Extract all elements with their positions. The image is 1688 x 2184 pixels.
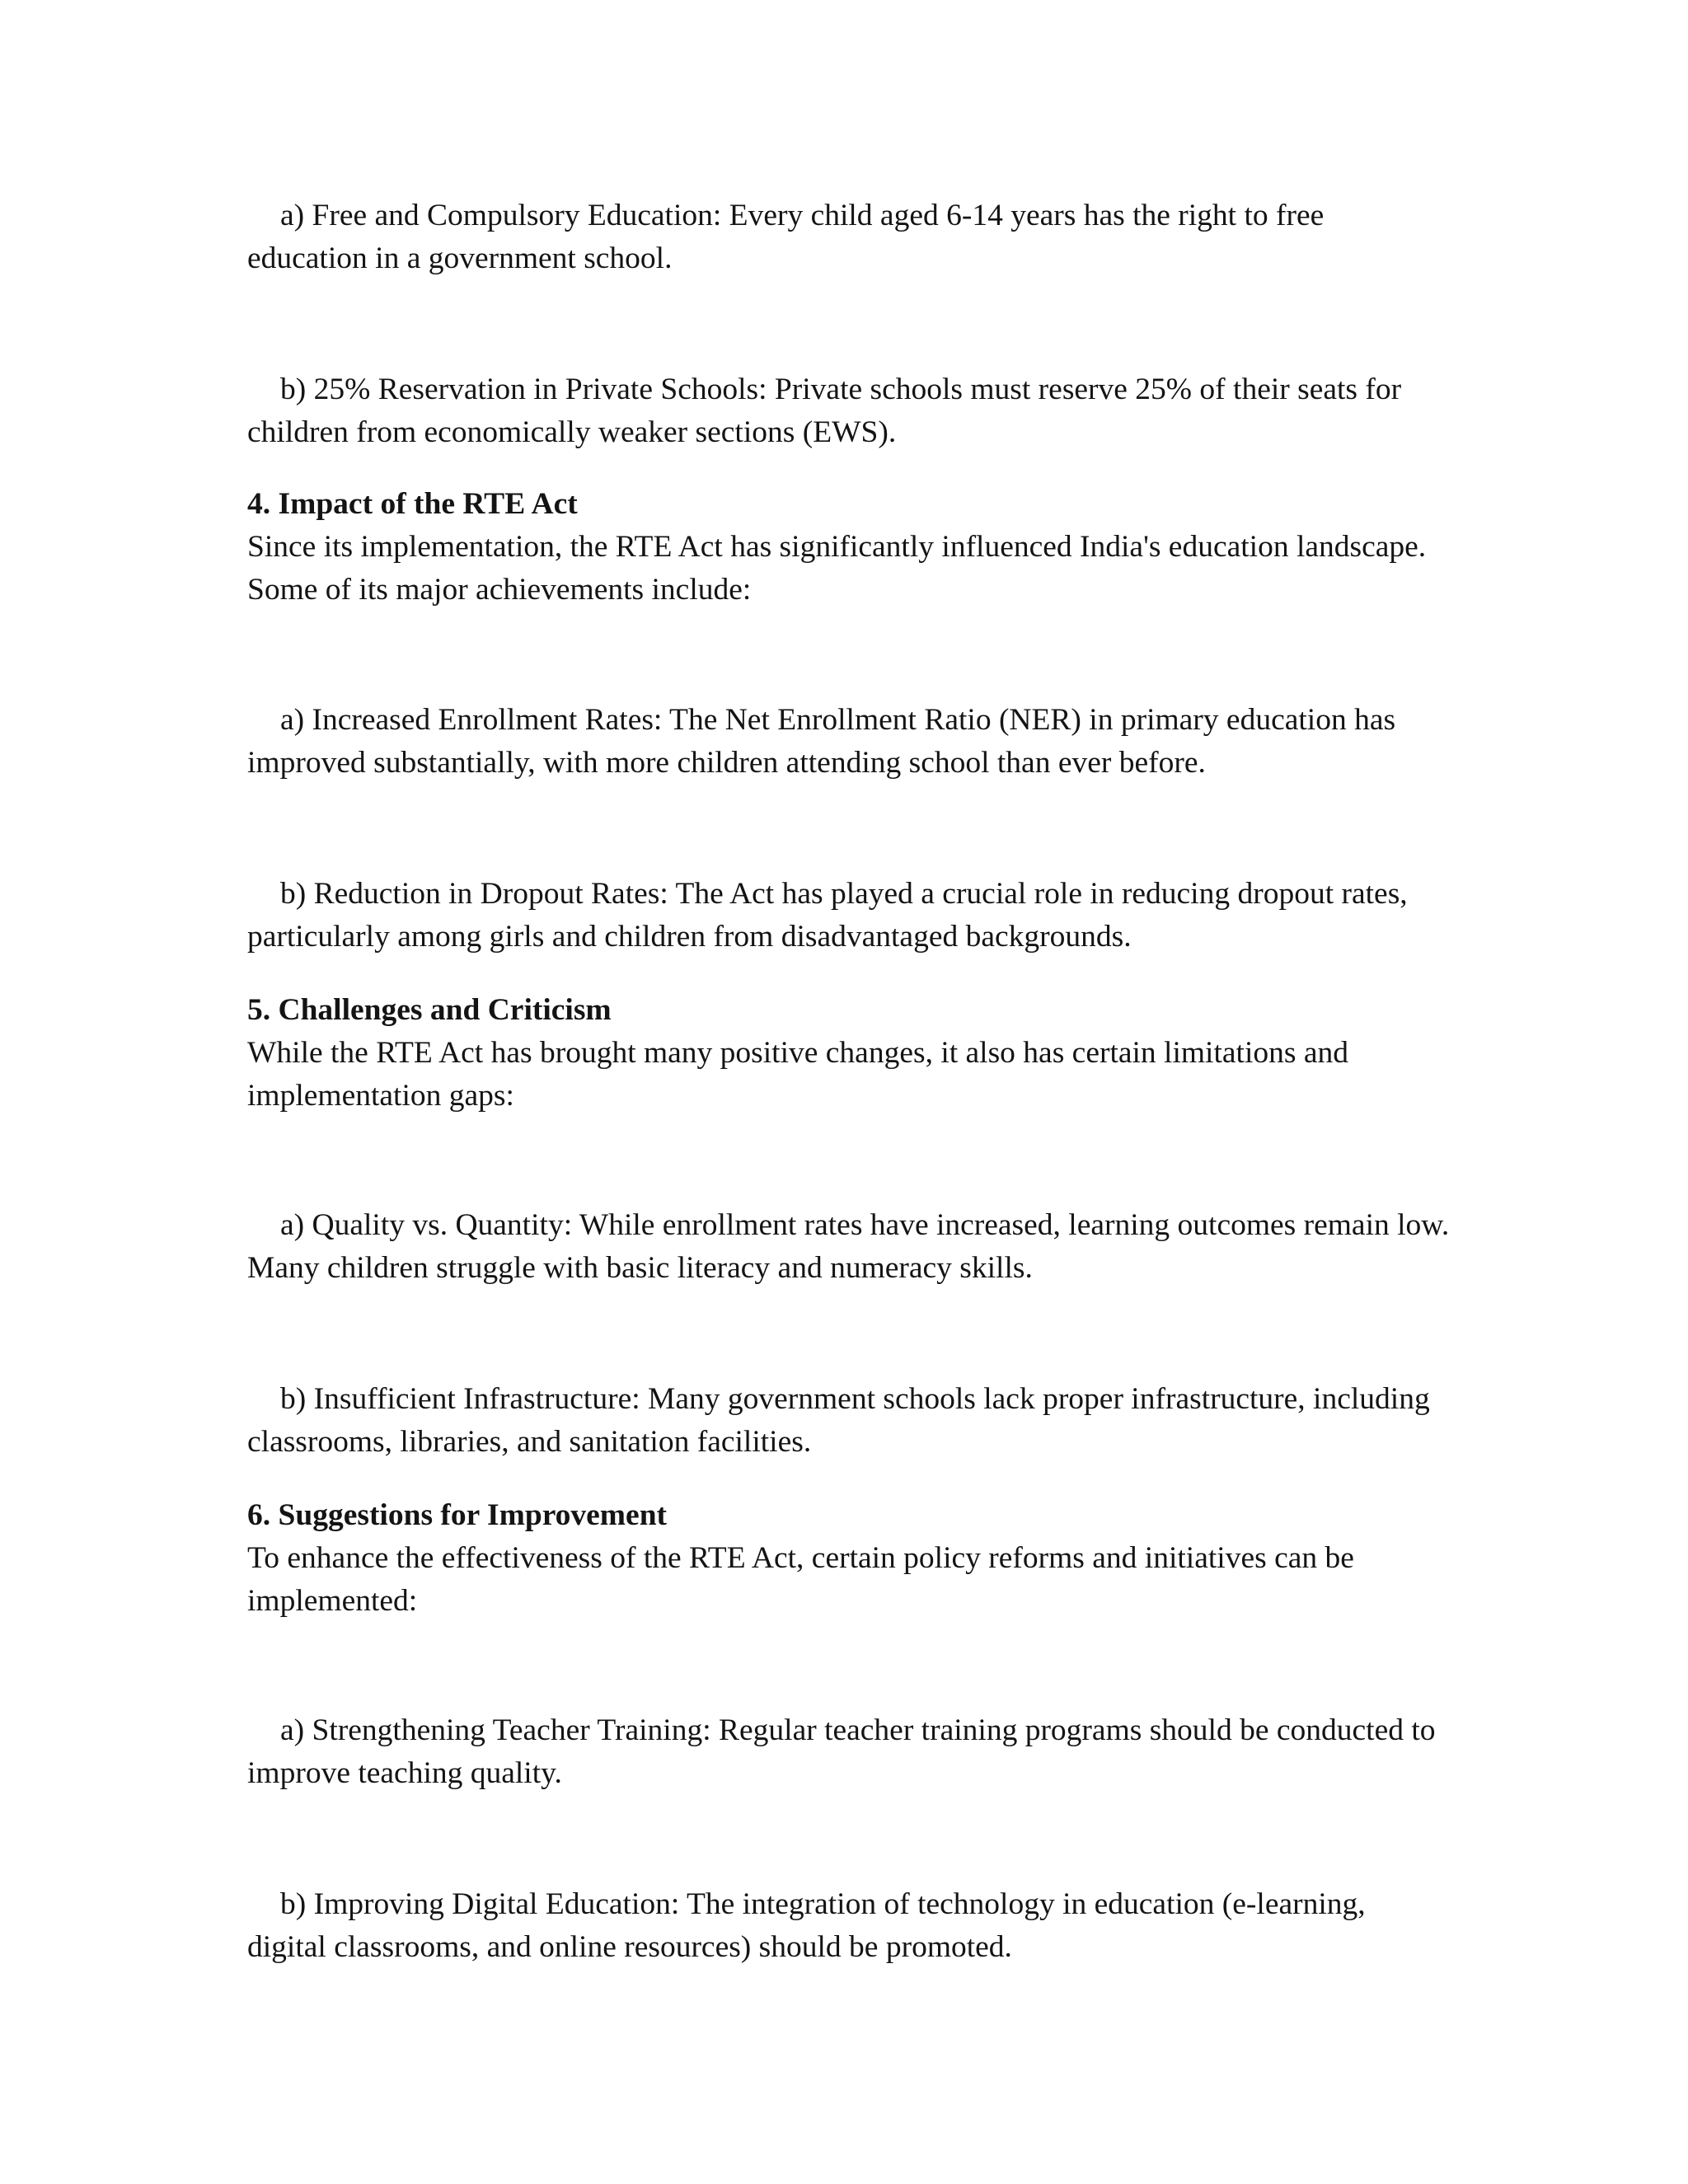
list-item: a) Increased Enrollment Rates: The Net Enrollment Ratio (NER) in primary education has improved substantially, with more children attending school than ever before. bbox=[247, 703, 1396, 780]
list-item: a) Quality vs. Quantity: While enrollment rates have increased, learning outcomes remain low. Many children struggle with basic literacy and numeracy skills. bbox=[247, 1208, 1450, 1285]
list-item: a) Free and Compulsory Education: Every child aged 6-14 years has the right to free education in a government school. bbox=[247, 199, 1325, 275]
list-item: b) Improving Digital Education: The integration of technology in education (e-learning, digital classrooms, and online resources) should be promoted. bbox=[247, 1887, 1366, 1964]
list-item: a) Strengthening Teacher Training: Regular teacher training programs should be conducted to improve teaching quality. bbox=[247, 1713, 1436, 1790]
section-heading: 5. Challenges and Criticism bbox=[247, 993, 612, 1027]
list-item: b) Insufficient Infrastructure: Many government schools lack proper infrastructure, including classrooms, libraries, and sanitation facilities. bbox=[247, 1382, 1430, 1459]
list-item: b) Reduction in Dropout Rates: The Act has played a crucial role in reducing dropout rates, particularly among girls and children from disadvantaged backgrounds. bbox=[247, 877, 1408, 954]
section-intro: Since its implementation, the RTE Act has significantly influenced India's education landscape. Some of its major achievements include: bbox=[247, 530, 1427, 607]
section-intro: While the RTE Act has brought many positive changes, it also has certain limitations and implementation gaps: bbox=[247, 1036, 1348, 1113]
section-intro: To enhance the effectiveness of the RTE Act, certain policy reforms and initiatives can be implemented: bbox=[247, 1541, 1354, 1618]
section-heading: 4. Impact of the RTE Act bbox=[247, 487, 578, 521]
list-item: b) 25% Reservation in Private Schools: Private schools must reserve 25% of their seats for children from economically weaker sections (EWS). bbox=[247, 373, 1402, 449]
section-heading: 6. Suggestions for Improvement bbox=[247, 1498, 668, 1532]
